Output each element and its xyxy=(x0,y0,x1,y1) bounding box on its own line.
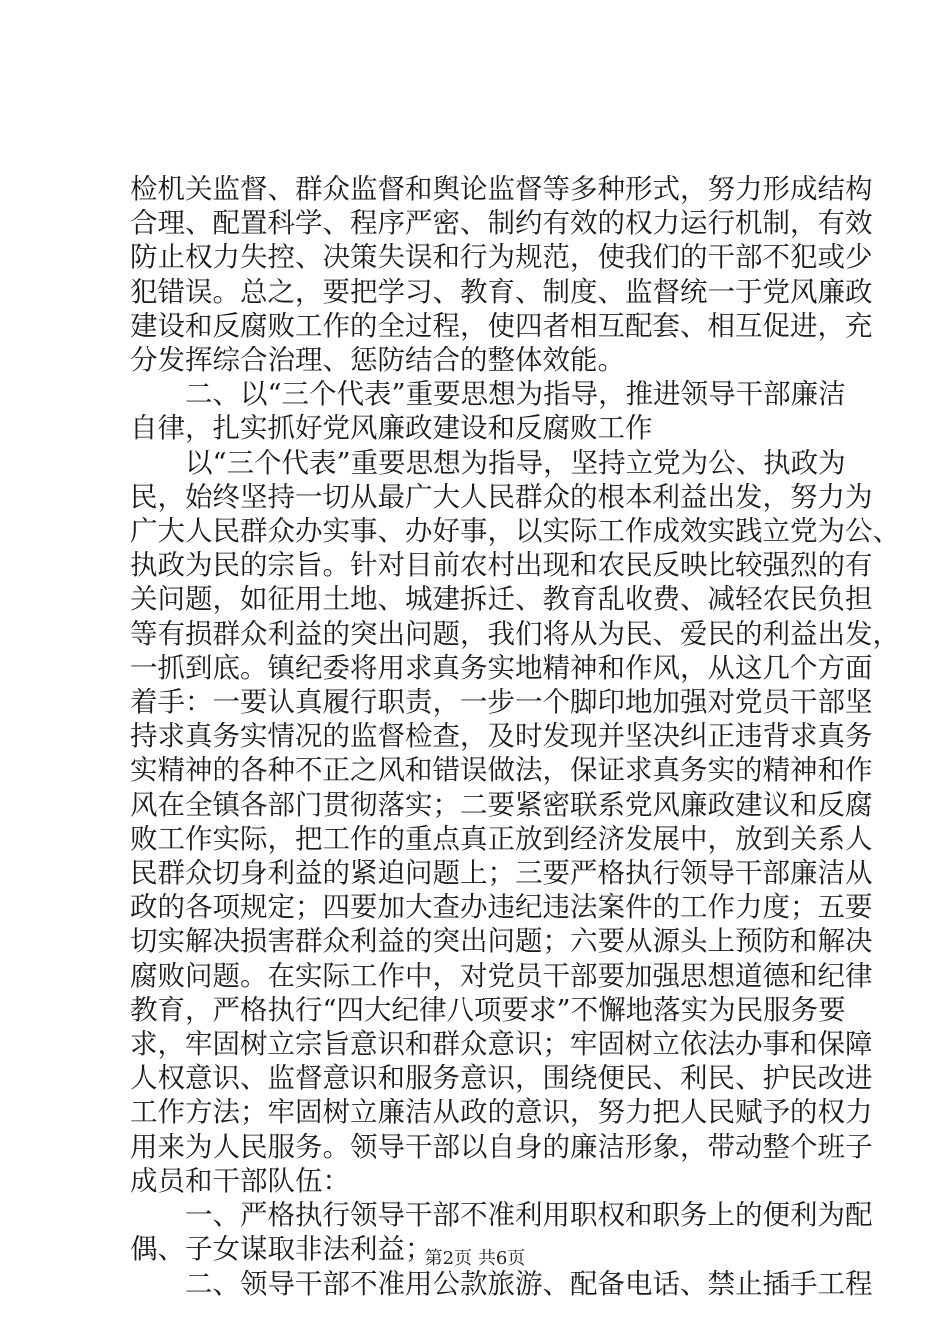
text-line: 分发挥综合治理、惩防结合的整体效能。 xyxy=(130,344,625,377)
text-line: 腐败问题。在实际工作中，对党员干部要加强思想道德和纪律 xyxy=(130,959,873,992)
text-line: 实精神的各种不正之风和错误做法，保证求真务实的精神和作 xyxy=(130,754,873,787)
text-line: 以“三个代表”重要思想为指导，坚持立党为公、执政为 xyxy=(130,446,846,479)
text-line: 成员和干部队伍： xyxy=(130,1164,350,1197)
page-footer: 第2页 共6页 xyxy=(424,1248,526,1269)
text-line: 一抓到底。镇纪委将用求真务实地精神和作风，从这几个方面 xyxy=(130,651,873,684)
text-line: 求，牢固树立宗旨意识和群众意识；牢固树立依法办事和保障 xyxy=(130,1028,873,1061)
text-line: 着手：一要认真履行职责，一步一个脚印地加强对党员干部坚 xyxy=(130,686,873,719)
text-line: 败工作实际，把工作的重点真正放到经济发展中，放到关系人 xyxy=(130,822,873,855)
text-line: 风在全镇各部门贯彻落实；二要紧密联系党风廉政建议和反腐 xyxy=(130,788,873,821)
body-text xyxy=(130,172,900,1301)
text-line: 等有损群众利益的突出问题，我们将从为民、爱民的利益出发， xyxy=(130,617,900,650)
text-line: 防止权力失控、决策失误和行为规范，使我们的干部不犯或少 xyxy=(130,241,873,274)
text-line: 广大人民群众办实事、办好事，以实际工作成效实践立党为公、 xyxy=(130,515,900,548)
text-line: 执政为民的宗旨。针对目前农村出现和农民反映比较强烈的有 xyxy=(130,549,873,582)
section-heading-line: 自律，扎实抓好党风廉政建设和反腐败工作 xyxy=(130,412,653,445)
text-line: 检机关监督、群众监督和舆论监督等多种形式，努力形成结构 xyxy=(130,173,873,205)
list-item-line: 偶、子女谋取非法利益； xyxy=(130,1233,433,1266)
text-line: 合理、配置科学、程序严密、制约有效的权力运行机制，有效 xyxy=(130,207,873,240)
text-line: 工作方法；牢固树立廉洁从政的意识，努力把人民赋予的权力 xyxy=(130,1096,873,1129)
list-item-line: 一、严格执行领导干部不准利用职权和职务上的便利为配 xyxy=(130,1199,873,1232)
text-line: 用来为人民服务。领导干部以自身的廉洁形象，带动整个班子 xyxy=(130,1130,873,1163)
text-line: 政的各项规定；四要加大查办违纪违法案件的工作力度；五要 xyxy=(130,891,873,924)
text-line: 民群众切身利益的紧迫问题上；三要严格执行领导干部廉洁从 xyxy=(130,857,873,890)
text-line: 关问题，如征用土地、城建拆迁、教育乱收费、减轻农民负担 xyxy=(130,583,873,616)
text-line: 人权意识、监督意识和服务意识，围绕便民、利民、护民改进 xyxy=(130,1062,873,1095)
text-line: 持求真务实情况的监督检查，及时发现并坚决纠正违背求真务 xyxy=(130,720,873,753)
text-line: 民，始终坚持一切从最广大人民群众的根本利益出发，努力为 xyxy=(130,480,873,513)
text-line: 教育，严格执行“四大纪律八项要求”不懈地落实为民服务要 xyxy=(130,993,846,1026)
list-item-line: 二、领导干部不准用公款旅游、配备电话、禁止插手工程 xyxy=(130,1267,873,1300)
text-line: 犯错误。总之，要把学习、教育、制度、监督统一于党风廉政 xyxy=(130,275,873,308)
text-line: 建设和反腐败工作的全过程，使四者相互配套、相互促进，充 xyxy=(130,309,873,342)
text-line: 切实解决损害群众利益的突出问题；六要从源头上预防和解决 xyxy=(130,925,873,958)
section-heading-line: 二、以“三个代表”重要思想为指导，推进领导干部廉洁 xyxy=(130,378,846,411)
